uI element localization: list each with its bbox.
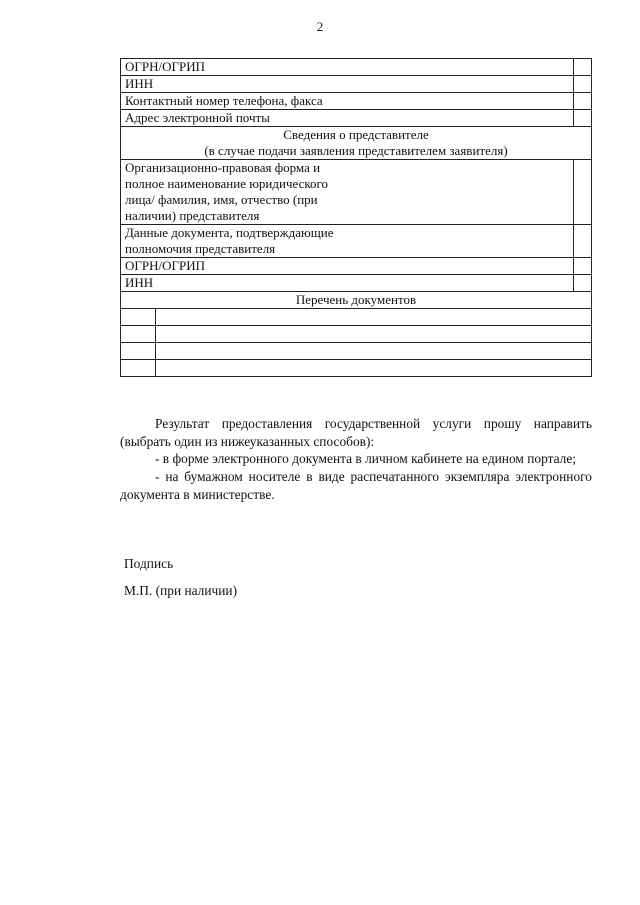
label-line: лица/ фамилия, имя, отчество (при [125, 192, 318, 207]
page-number: 2 [316, 19, 324, 34]
ogrn-label: ОГРН/ОГРИП [121, 59, 574, 76]
document-number-cell [121, 360, 156, 377]
representative-inn-label: ИНН [121, 275, 574, 292]
document-number-cell [121, 326, 156, 343]
phone-fax-value [573, 93, 591, 110]
label-line: Организационно-правовая форма и [125, 160, 321, 175]
ogrn-value [573, 59, 591, 76]
representative-heading-line1: Сведения о представителе [283, 127, 429, 142]
authority-document-value [573, 225, 591, 258]
inn-label: ИНН [121, 76, 574, 93]
document-row [121, 309, 592, 326]
document-row [121, 343, 592, 360]
document-name-cell [156, 326, 592, 343]
representative-section-row [121, 127, 592, 160]
seal-label: М.П. (при наличии) [124, 583, 238, 598]
representative-inn-value [573, 275, 591, 292]
phone-fax-label: Контактный номер телефона, факса [121, 93, 574, 110]
inn-value [573, 76, 591, 93]
table-row [121, 275, 592, 292]
representative-ogrn-label: ОГРН/ОГРИП [121, 258, 574, 275]
documents-heading: Перечень документов [121, 292, 592, 309]
table-row [121, 93, 592, 110]
table-row [121, 110, 592, 127]
table-row [121, 225, 592, 258]
label-line: полномочия представителя [125, 241, 276, 256]
representative-ogrn-value [573, 258, 591, 275]
table-row [121, 59, 592, 76]
document-number-cell [121, 343, 156, 360]
signature-label: Подпись [124, 556, 174, 571]
representative-heading [121, 127, 592, 160]
representative-org-form-value [573, 160, 591, 225]
table-row [121, 160, 592, 225]
documents-section-row [121, 292, 592, 309]
result-option-electronic: - в форме электронного документа в личном кабинете на едином портале; [155, 451, 577, 466]
label-line: наличии) представителя [125, 208, 260, 223]
document-row [121, 326, 592, 343]
document-number-cell [121, 309, 156, 326]
application-form-table [120, 58, 592, 377]
email-value [573, 110, 591, 127]
result-option-paper: - на бумажном носителе в виде распечатанного экземпляра электронного документа в министерстве. [120, 469, 592, 502]
document-name-cell [156, 360, 592, 377]
document-row [121, 360, 592, 377]
representative-org-form-label [121, 160, 574, 225]
authority-document-label [121, 225, 574, 258]
label-line: полное наименование юридического [125, 176, 329, 191]
table-row [121, 76, 592, 93]
result-intro-paragraph: Результат предоставления государственной услуги прошу направить (выбрать один из нижеуказанных способов): [120, 416, 592, 449]
email-label: Адрес электронной почты [121, 110, 574, 127]
representative-heading-line2: (в случае подачи заявления представителем заявителя) [204, 143, 508, 158]
table-row [121, 258, 592, 275]
document-name-cell [156, 309, 592, 326]
label-line: Данные документа, подтверждающие [125, 225, 334, 240]
document-name-cell [156, 343, 592, 360]
